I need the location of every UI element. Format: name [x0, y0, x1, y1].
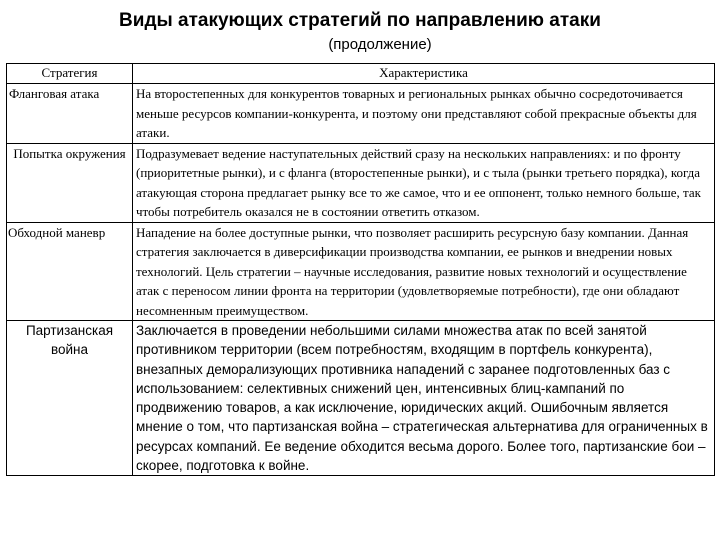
table-row [7, 222, 715, 321]
table-row [7, 84, 715, 144]
table-header-row [7, 64, 715, 84]
strategy-name: Попытка окружения [7, 143, 133, 222]
table-row [7, 321, 715, 476]
column-header-strategy: Стратегия [7, 64, 133, 84]
table-row [7, 143, 715, 222]
column-header-description: Характеристика [133, 64, 715, 84]
slide-title: Виды атакующих стратегий по направлению атаки [119, 10, 601, 31]
strategy-description: Заключается в проведении небольшими силами множества атак по всей занятой противником территории (всем потребностям, входящим в портфель конкурента), внезапных деморализующих противника нападений с заранее подготовленных баз с использованием: селективных снижений цен, интенсивных блиц-кампаний по продвижению товаров, а как исключение, юридических акций. Ошибочным является мнение о том, что партизанская война – стратегическая альтернатива для ограниченных в ресурсах компаний. Ее ведение обходится весьма дорого. Более того, партизанские бои – скорее, подготовка к войне. [133, 321, 715, 476]
strategy-name: Обходной маневр [7, 222, 133, 321]
strategy-description: Подразумевает ведение наступательных действий сразу на нескольких направлениях: и по фронту (приоритетные рынки), и с фланга (второстепенные рынки), и с тыла (рынки третьего порядка), когда атакующая сторона предлагает рынку все то же самое, что и ее оппонент, только немного больше, так чтобы потребитель оказался не в состоянии ответить отказом. [133, 143, 715, 222]
strategy-table [6, 63, 715, 476]
slide-subtitle: (продолжение) [328, 36, 432, 53]
strategy-description: Нападение на более доступные рынки, что позволяет расширить ресурсную базу компании. Данная стратегия заключается в диверсификации производства компании, ее рынков и внедрении новых технологий. Цель стратегии – научные исследования, развитие новых технологий и осуществление атак с переносом линии фронта на территории (удовлетворяемые потребности), где они обладают несомненным преимуществом. [133, 222, 715, 321]
strategy-name: Партизанская война [7, 321, 133, 476]
strategy-name: Фланговая атака [7, 84, 133, 144]
strategy-description: На второстепенных для конкурентов товарных и региональных рынках обычно сосредоточивается меньше ресурсов компании-конкурента, и поэтому они представляют собой прекрасные объекты для атаки. [133, 84, 715, 144]
